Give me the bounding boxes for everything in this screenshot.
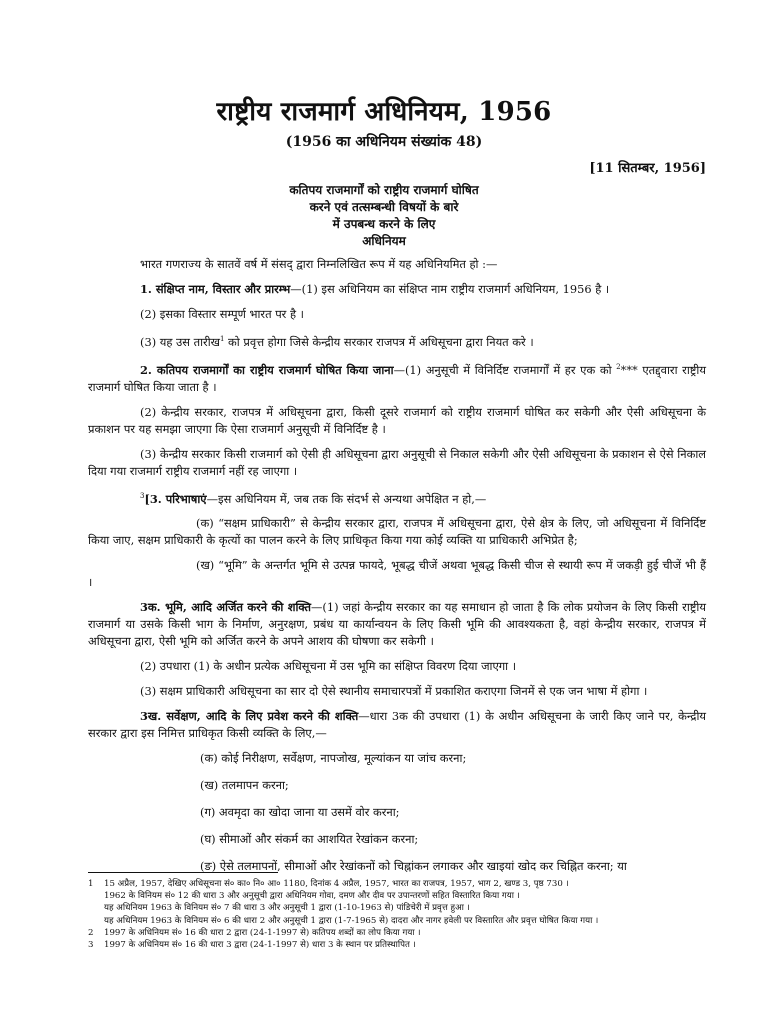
section-3b-heading: 3ख. सर्वेक्षण, आदि के लिए प्रवेश करने की शक्ति [140, 709, 359, 724]
section-3b-text: —धारा 3क की उपधारा (1) के अधीन अधिसूचना के जारी किए जाने पर, केन्द्रीय सरकार द्वारा इस निमित्त प्राधिकृत किसी व्यक्ति के लिए,— [88, 709, 706, 741]
footnote-1-line: 1962 के विनियम सं० 12 की धारा 3 और अनुसूची द्वारा अधिनियम गोवा, दमण और दीव पर उपान्तरणों सहित विस्तारित किया गया । [104, 891, 520, 902]
long-title [0, 182, 768, 250]
act-number: (1956 का अधिनियम संख्यांक 48) [285, 134, 483, 150]
section-3a-para-1 [88, 599, 706, 650]
section-3b-clause: (ग) अवमृदा का खोदा जाना या उसमें वोर करना; [200, 805, 400, 820]
footnote-1 [88, 878, 708, 890]
footnote-ref[interactable]: 2 [616, 362, 621, 371]
footnote-1-line: यह अधिनियम 1963 के विनियम सं० 6 की धारा 2 और अनुसूची 1 द्वारा (1-7-1965 से) दादरा और नागर हवेली पर विस्तारित और प्रवृत्त घोषित किया गया । [104, 915, 599, 926]
section-3b-clause: (घ) सीमाओं और संकर्म का आशयित रेखांकन करना; [200, 832, 419, 847]
section-3-heading: [3. परिभाषाएं [144, 491, 207, 506]
section-1-para-1 [88, 281, 706, 298]
long-title-line: करने एवं तत्सम्बन्धी विषयों के बारे [309, 200, 459, 214]
section-1-heading: 1. संक्षिप्त नाम, विस्तार और प्रारम्भ [140, 282, 291, 296]
section-2-text-cont: *** एतद्द्वारा राष्ट्रीय राजमार्ग घोषित किया जाता है । [88, 362, 706, 394]
act-date: [11 सितम्बर, 1956] [589, 161, 706, 176]
section-1-para-3 [88, 331, 706, 351]
footnote-3 [88, 939, 708, 951]
section-1-para-2: (2) इसका विस्तार सम्पूर्ण भारत पर है । [140, 307, 304, 321]
section-2-para-3: (3) केन्द्रीय सरकार किसी राजमार्ग को ऐसी ही अधिसूचना द्वारा अनुसूची से निकाल सकेगी और ऐसी अधिसूचना के प्रकाशन से ऐसे निकाल दिया गया राजमार्ग राष्ट्रीय राजमार्ग नहीं रह जाएगा । [88, 446, 706, 478]
long-title-line: कतिपय राजमार्गों को राष्ट्रीय राजमार्ग घोषित [289, 183, 479, 197]
section-3b-clause: (क) कोई निरीक्षण, सर्वेक्षण, नापजोख, मूल्यांकन या जांच करना; [200, 751, 467, 766]
section-3b-clause: (ङ) ऐसे तलमापनों, सीमाओं और रेखांकनों को चिह्नांकन लगाकर और खाइयां खोद कर चिह्नित करना; या [200, 859, 627, 874]
enacting-formula: भारत गणराज्य के सातवें वर्ष में संसद् द्वारा निम्नलिखित रूप में यह अधिनियमित हो :— [140, 257, 498, 271]
section-2-heading: 2. कतिपय राजमार्गों का राष्ट्रीय राजमार्ग घोषित किया जाना [140, 362, 394, 377]
long-title-line: अधिनियम [362, 234, 406, 248]
footnote-1-line: यह अधिनियम 1963 के विनियम सं० 7 की धारा 3 और अनुसूची 1 द्वारा (1-10-1963 से) पांडिचेरी में प्रवृत्त हुआ । [104, 903, 470, 914]
section-3-clause-a: (क) “सक्षम प्राधिकारी” से केन्द्रीय सरकार द्वारा, राजपत्र में अधिसूचना द्वारा, ऐसे क्षेत्र के लिए, जो अधिसूचना में विनिर्दिष्ट किया जाए, सक्षम प्राधिकारी के कृत्यों का पालन करने के लिए प्राधिकृत किया गया कोई व्यक्ति या प्राधिकारी अभिप्रेत है; [88, 516, 706, 548]
footnote-2 [88, 927, 708, 939]
section-1-para-3-text-cont: को प्रवृत्त होगा जिसे केन्द्रीय सरकार राजपत्र में अधिसूचना द्वारा नियत करे । [224, 334, 534, 349]
section-3a-para-3: (3) सक्षम प्राधिकारी अधिसूचना का सार दो ऐसे स्थानीय समाचारपत्रों में प्रकाशित कराएगा जिनमें से एक जन भाषा में होगा । [140, 684, 648, 699]
footnote-ref[interactable]: 3 [140, 491, 145, 500]
section-3a-text: —(1) जहां केन्द्रीय सरकार का यह समाधान हो जाता है कि लोक प्रयोजन के लिए किसी राष्ट्रीय राजमार्ग या उसके किसी भाग के निर्माण, अनुरक्षण, प्रबंध या कार्यान्वयन के लिए किसी भूमि की आवश्यकता है, वहां केन्द्रीय सरकार, राजपत्र में अधिसूचना द्वारा, ऐसी भूमि को अर्जित करने के अपने आशय की घोषणा कर सकेगी । [88, 600, 706, 649]
section-3-intro [88, 488, 706, 508]
footnote-ref[interactable]: 1 [219, 335, 225, 343]
section-3b-clause: (ख) तलमापन करना; [200, 778, 289, 793]
footnote-number: 2 [88, 927, 94, 938]
document-body [88, 256, 706, 885]
section-3-clause-b: (ख) “भूमि” के अन्तर्गत भूमि से उत्पन्न फायदे, भूबद्ध चीजें अथवा भूबद्ध किसी चीज से स्थायी रूप में जकड़ी हुई चीजें भी हैं । [88, 558, 706, 590]
section-2-para-2: (2) केन्द्रीय सरकार, राजपत्र में अधिसूचना द्वारा, किसी दूसरे राजमार्ग को राष्ट्रीय राजमार्ग घोषित कर सकेगी और ऐसी अधिसूचना के प्रकाशन पर यह समझा जाएगा कि ऐसा राजमार्ग अनुसूची में विनिर्दिष्ट है । [88, 404, 706, 436]
long-title-line: में उपबन्ध करने के लिए [332, 217, 436, 231]
footnote-text: 1997 के अधिनियम सं० 16 की धारा 2 द्वारा (24-1-1997 से) कतिपय शब्दों का लोप किया गया । [104, 927, 421, 938]
footnotes [88, 878, 708, 951]
section-3-text: —इस अधिनियम में, जब तक कि संदर्भ से अन्यथा अपेक्षित न हो,— [206, 491, 487, 506]
section-2-para-1 [88, 359, 706, 396]
footnote-number: 1 [88, 879, 94, 889]
section-3b-intro [88, 708, 706, 742]
footnote-number: 3 [88, 940, 94, 951]
footnote-text: 15 अप्रैल, 1957, देखिए अधिसूचना सं० का० नि० आ० 1180, दिनांक 4 अप्रैल, 1957, भारत का राजपत्र, 1957, भाग 2, खण्ड 3, पृष्ठ 730 । [104, 879, 569, 889]
act-title: राष्ट्रीय राजमार्ग अधिनियम, 1956 [216, 97, 552, 127]
footnote-divider [88, 872, 278, 873]
section-3a-heading: 3क. भूमि, आदि अर्जित करने की शक्ति [140, 600, 312, 615]
section-2-text: —(1) अनुसूची में विनिर्दिष्ट राजमार्गों में हर एक को [393, 362, 617, 377]
footnote-text: 1997 के अधिनियम सं० 16 की धारा 3 द्वारा (24-1-1997 से) धारा 3 के स्थान पर प्रतिस्थापित । [104, 940, 416, 951]
section-1-para-3-text: (3) यह उस तारीख [140, 334, 220, 349]
section-1-text: —(1) इस अधिनियम का संक्षिप्त नाम राष्ट्रीय राजमार्ग अधिनियम, 1956 है । [290, 282, 610, 296]
section-3a-para-2: (2) उपधारा (1) के अधीन प्रत्येक अधिसूचना में उस भूमि का संक्षिप्त विवरण दिया जाएगा । [140, 659, 517, 674]
